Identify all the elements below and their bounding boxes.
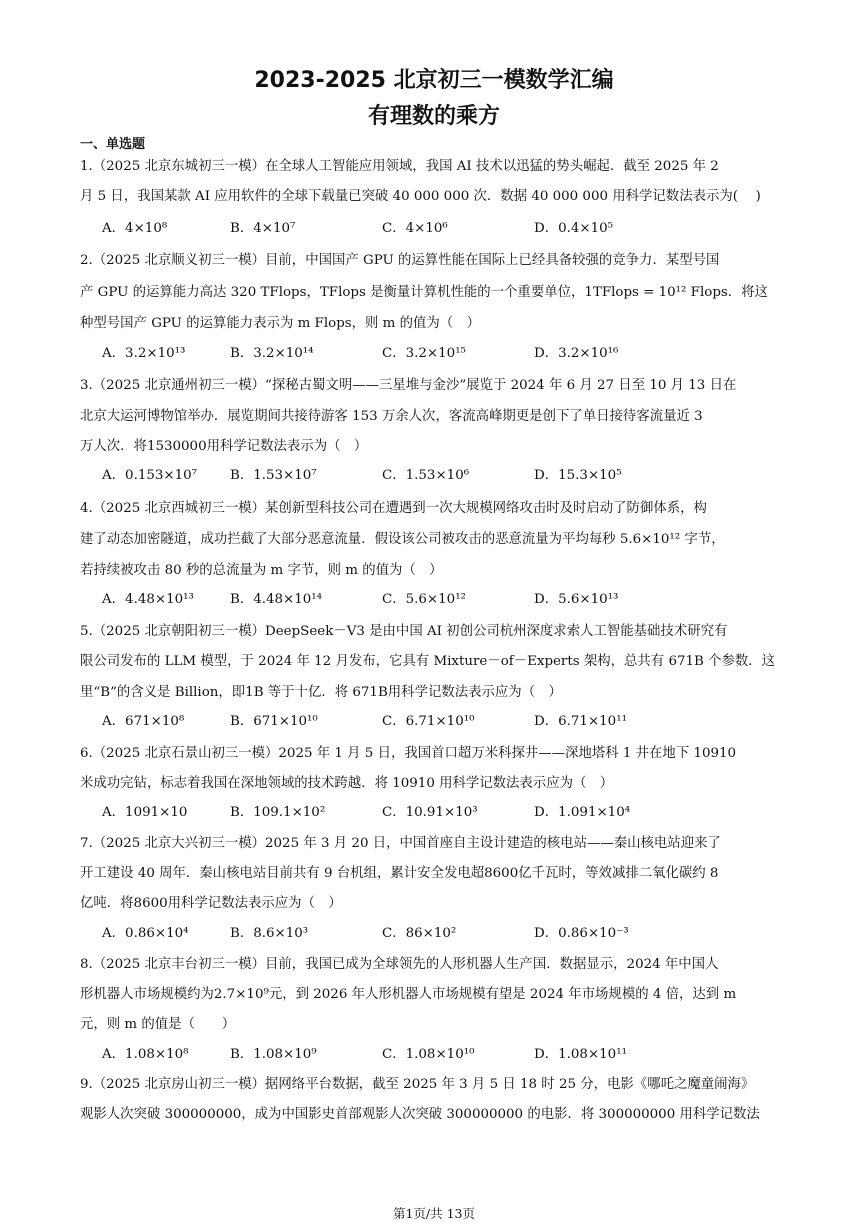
option-b: B．671×10¹⁰ — [230, 714, 318, 729]
question-1-line-1: 1.（2025 北京东城初三一模）在全球人工智能应用领域，我国 AI 技术以迅猛的势头崛起．截至 2025 年 2 — [80, 159, 719, 174]
question-4-options — [102, 590, 802, 610]
question-4-line-3: 若持续被攻击 80 秒的总流量为 m 字节，则 m 的值为（ ） — [80, 563, 443, 578]
question-6-line-2: 米成功完钻，标志着我国在深地领域的技术跨越．将 10910 用科学记数法表示应为（ ） — [80, 776, 614, 791]
option-c: C．6.71×10¹⁰ — [382, 714, 475, 729]
question-3-line-2: 北京大运河博物馆举办．展览期间共接待游客 153 万余人次，客流高峰期更是创下了单日接待客流量近 3 — [80, 409, 703, 424]
option-c: C．1.53×10⁶ — [382, 468, 470, 483]
question-2-options — [102, 344, 802, 364]
option-a: A．671×10⁸ — [102, 714, 185, 729]
question-2-line-1: 2.（2025 北京顺义初三一模）目前，中国国产 GPU 的运算性能在国际上已经具备较强的竞争力．某型号国 — [80, 253, 720, 268]
document-subtitle: 有理数的乘方 — [367, 104, 500, 129]
option-a: A．1.08×10⁸ — [102, 1047, 189, 1062]
option-b: B．4×10⁷ — [230, 221, 296, 236]
option-c: C．3.2×10¹⁵ — [382, 346, 466, 361]
question-9-line-1: 9.（2025 北京房山初三一模）据网络平台数据，截至 2025 年 3 月 5 日 18 时 25 分，电影《哪吒之魔童闹海》 — [80, 1077, 755, 1092]
option-a: A．1091×10 — [102, 805, 188, 820]
option-a: A．4.48×10¹³ — [102, 592, 194, 607]
question-4-line-1: 4.（2025 北京西城初三一模）某创新型科技公司在遭遇到一次大规模网络攻击时及时启动了防御体系，构 — [80, 501, 707, 516]
option-b: B．3.2×10¹⁴ — [230, 346, 314, 361]
question-5-line-1: 5.（2025 北京朝阳初三一模）DeepSeek－V3 是由中国 AI 初创公司杭州深度求索人工智能基础技术研究有 — [80, 624, 728, 639]
option-b: B．1.53×10⁷ — [230, 468, 317, 483]
option-a: A．4×10⁸ — [102, 221, 168, 236]
question-8-line-3: 元，则 m 的值是（ ） — [80, 1017, 236, 1032]
question-2-line-2: 产 GPU 的运算能力高达 320 TFlops，TFlops 是衡量计算机性能的一个重要单位，1TFlops = 10¹² Flops．将这 — [80, 285, 768, 300]
option-d: D．5.6×10¹³ — [534, 592, 619, 607]
option-c: C．4×10⁶ — [382, 221, 448, 236]
question-5-line-2: 限公司发布的 LLM 模型，于 2024 年 12 月发布，它具有 Mixture－of－Experts 架构，总共有 671B 个参数．这 — [80, 654, 776, 669]
option-a: A．3.2×10¹³ — [102, 346, 186, 361]
option-b: B．8.6×10³ — [230, 926, 309, 941]
option-a: A．0.153×10⁷ — [102, 468, 198, 483]
document-title: 2023-2025 北京初三一模数学汇编 — [254, 68, 614, 93]
option-b: B．109.1×10² — [230, 805, 326, 820]
question-2-line-3: 种型号国产 GPU 的运算能力表示为 m Flops，则 m 的值为（ ） — [80, 316, 480, 331]
question-3-line-1: 3.（2025 北京通州初三一模）“探秘古蜀文明——三星堆与金沙”展览于 2024 年 6 月 27 日至 10 月 13 日在 — [80, 378, 737, 393]
question-6-options — [102, 803, 802, 823]
question-8-line-1: 8.（2025 北京丰台初三一模）目前，我国已成为全球领先的人形机器人生产国．数据显示，2024 年中国人 — [80, 957, 719, 972]
question-5-line-3: 里“B”的含义是 Billion，即1B 等于十亿．将 671B用科学记数法表示应为（ ） — [80, 685, 562, 700]
option-d: D．3.2×10¹⁶ — [534, 346, 619, 361]
option-d: D．0.4×10⁵ — [534, 221, 614, 236]
option-d: D．15.3×10⁵ — [534, 468, 622, 483]
question-9-line-2: 观影人次突破 300000000，成为中国影史首部观影人次突破 300000000 的电影．将 300000000 用科学记数法 — [80, 1107, 760, 1122]
option-d: D．0.86×10⁻³ — [534, 926, 629, 941]
option-b: B．1.08×10⁹ — [230, 1047, 317, 1062]
question-1-options — [102, 219, 802, 239]
option-d: D．6.71×10¹¹ — [534, 714, 627, 729]
question-1-line-2: 月 5 日，我国某款 AI 应用软件的全球下载量已突破 40 000 000 次．数据 40 000 000 用科学记数法表示为( ) — [80, 189, 761, 204]
option-c: C．1.08×10¹⁰ — [382, 1047, 475, 1062]
section-heading: 一、单选题 — [80, 137, 146, 152]
question-7-line-3: 亿吨．将8600用科学记数法表示应为（ ） — [80, 896, 342, 911]
page-number: 第1页/共 13页 — [392, 1206, 476, 1221]
question-6-line-1: 6.（2025 北京石景山初三一模）2025 年 1 月 5 日，我国首口超万米科探井——深地塔科 1 井在地下 10910 — [80, 746, 737, 761]
option-c: C．10.91×10³ — [382, 805, 478, 820]
question-7-line-2: 开工建设 40 周年．秦山核电站目前共有 9 台机组，累计安全发电超8600亿千瓦时，等效减排二氧化碳约 8 — [80, 866, 719, 881]
option-c: C．5.6×10¹² — [382, 592, 466, 607]
question-3-line-3: 万人次．将1530000用科学记数法表示为（ ） — [80, 439, 368, 454]
question-5-options — [102, 712, 802, 732]
question-7-options — [102, 924, 802, 944]
question-8-line-2: 形机器人市场规模约为2.7×10⁹元，到 2026 年人形机器人市场规模有望是 2024 年市场规模的 4 倍，达到 m — [80, 987, 737, 1002]
option-d: D．1.091×10⁴ — [534, 805, 631, 820]
option-b: B．4.48×10¹⁴ — [230, 592, 323, 607]
option-d: D．1.08×10¹¹ — [534, 1047, 627, 1062]
option-c: C．86×10² — [382, 926, 457, 941]
option-a: A．0.86×10⁴ — [102, 926, 189, 941]
question-8-options — [102, 1045, 802, 1065]
question-4-line-2: 建了动态加密隧道，成功拦截了大部分恶意流量．假设该公司被攻击的恶意流量为平均每秒 5.6×10¹² 字节， — [80, 532, 725, 547]
question-3-options — [102, 466, 802, 486]
question-7-line-1: 7.（2025 北京大兴初三一模）2025 年 3 月 20 日，中国首座自主设计建造的核电站——秦山核电站迎来了 — [80, 836, 721, 851]
